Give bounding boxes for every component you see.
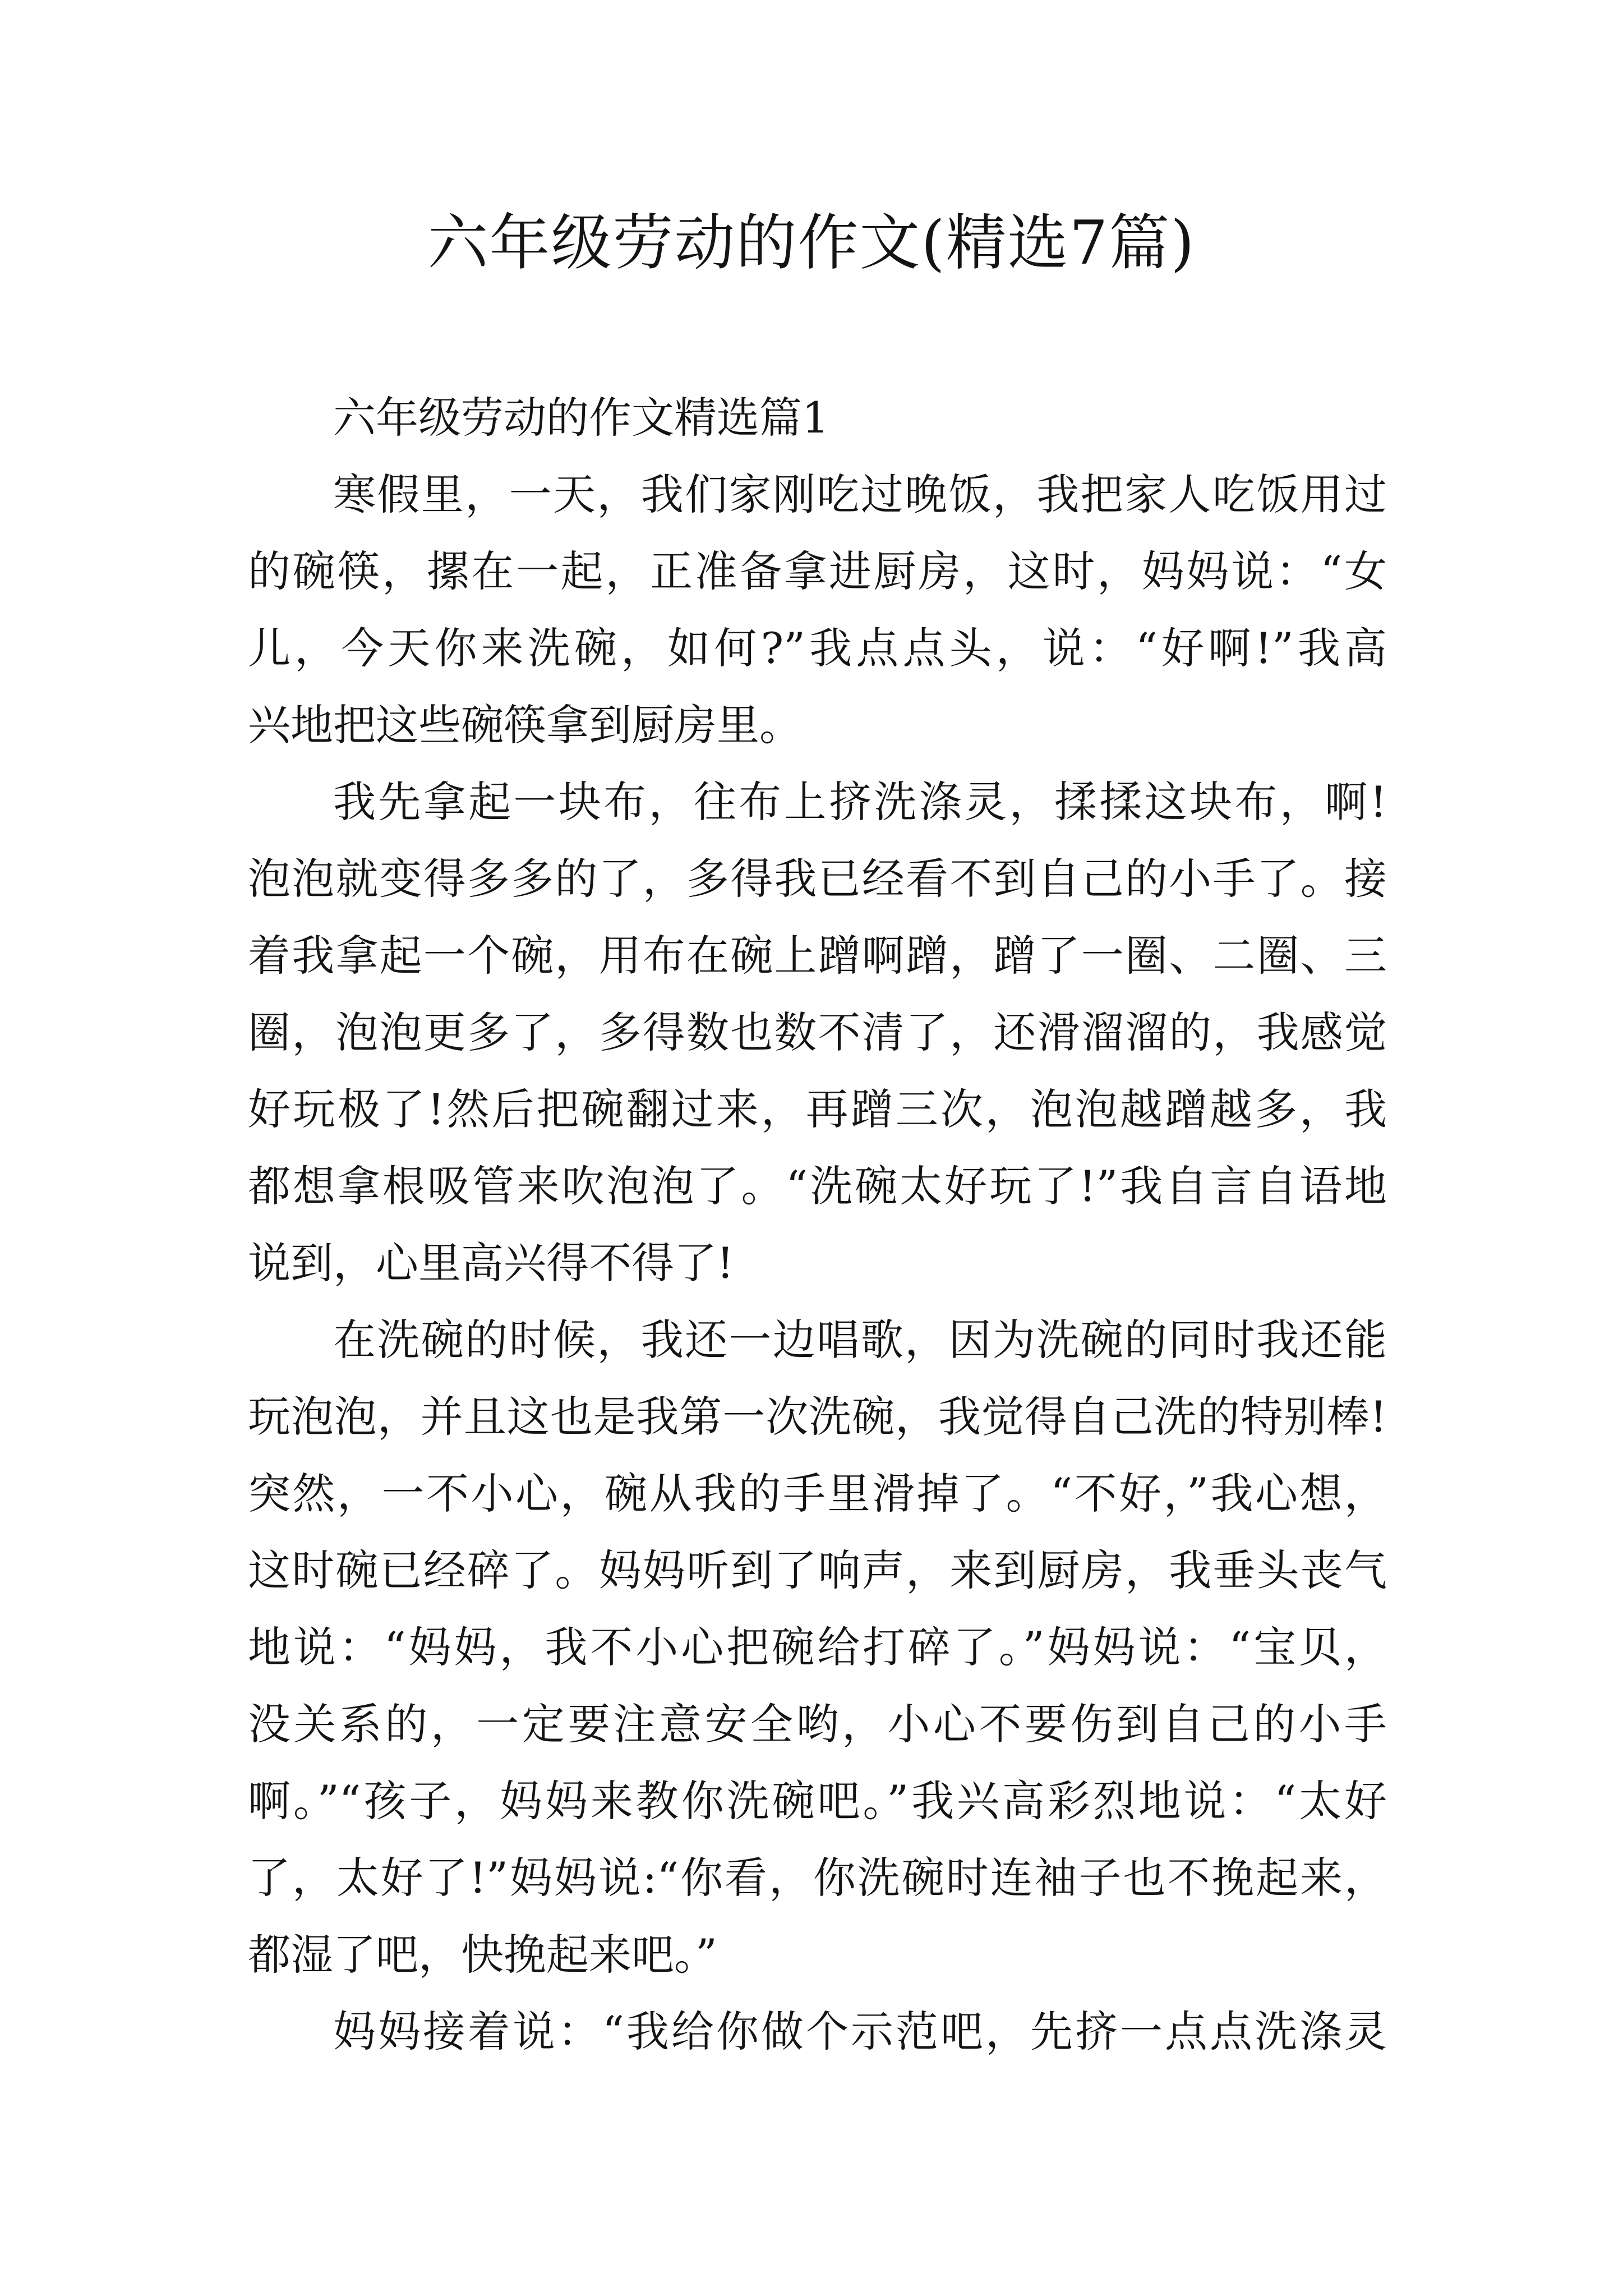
section-heading-line: 六年级劳动的作文精选篇1 [333, 393, 829, 443]
paragraph-3 [248, 1301, 1387, 1993]
document-title: 六年级劳动的作文(精选7篇) [427, 208, 1196, 278]
paragraph-line: 兴地把这些碗筷拿到厨房里。 [248, 700, 802, 750]
paragraph-line: 地说：“妈妈，我不小心把碗给打碎了。”妈妈说：“宝贝， [248, 1622, 1387, 1672]
paragraph-line: 说到，心里高兴得不得了! [248, 1238, 734, 1288]
paragraph-line: 在洗碗的时候，我还一边唱歌，因为洗碗的同时我还能 [333, 1315, 1387, 1365]
paragraph-line: 圈，泡泡更多了，多得数也数不清了，还滑溜溜的，我感觉 [248, 1007, 1387, 1057]
paragraph-line: 没关系的，一定要注意安全哟，小心不要伤到自己的小手 [248, 1699, 1387, 1749]
paragraph-line: 着我拿起一个碗，用布在碗上蹭啊蹭，蹭了一圈、二圈、三 [248, 931, 1387, 981]
paragraph-line: 好玩极了!然后把碗翻过来，再蹭三次，泡泡越蹭越多，我 [248, 1084, 1387, 1134]
paragraph-line: 突然，一不小心，碗从我的手里滑掉了。“不好，”我心想， [248, 1469, 1387, 1519]
section-heading [248, 379, 1387, 456]
paragraph-line: 了，太好了!”妈妈说:“你看，你洗碗时连袖子也不挽起来， [248, 1853, 1387, 1903]
paragraph-line: 的碗筷，摞在一起，正准备拿进厨房，这时，妈妈说：“女 [248, 546, 1387, 596]
paragraph-line: 这时碗已经碎了。妈妈听到了响声，来到厨房，我垂头丧气 [248, 1545, 1387, 1595]
paragraph-4 [248, 1993, 1387, 2070]
paragraph-line: 玩泡泡，并且这也是我第一次洗碗，我觉得自己洗的特别棒! [248, 1392, 1387, 1442]
paragraph-line: 我先拿起一块布，往布上挤洗涤灵，揉揉这块布，啊! [333, 777, 1387, 827]
document-body [248, 379, 1387, 2070]
paragraph-line: 泡泡就变得多多的了，多得我已经看不到自己的小手了。接 [248, 854, 1387, 904]
paragraph-line: 都湿了吧，快挽起来吧。” [248, 1930, 717, 1980]
paragraph-line: 都想拿根吸管来吹泡泡了。“洗碗太好玩了!”我自言自语地 [248, 1161, 1387, 1211]
paragraph-2 [248, 763, 1387, 1301]
paragraph-line: 啊。”“孩子，妈妈来教你洗碗吧。”我兴高彩烈地说：“太好 [248, 1776, 1387, 1826]
paragraph-line: 寒假里，一天，我们家刚吃过晚饭，我把家人吃饭用过 [333, 470, 1387, 519]
paragraph-line: 妈妈接着说：“我给你做个示范吧，先挤一点点洗涤灵 [333, 2007, 1387, 2056]
paragraph-line: 儿，今天你来洗碗，如何?”我点点头，说：“好啊!”我高 [248, 623, 1387, 673]
paragraph-1 [248, 456, 1387, 763]
